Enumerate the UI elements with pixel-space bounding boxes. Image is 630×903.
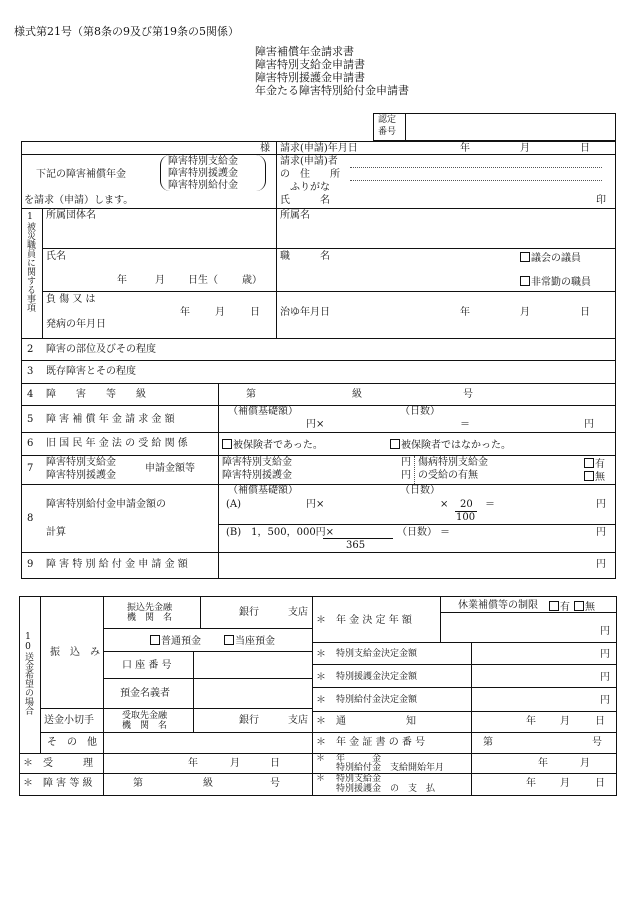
birth-day: 日生（ bbox=[188, 275, 218, 286]
r7-v1: 障害特別支給金 bbox=[222, 457, 292, 468]
birth-age: 歳） bbox=[242, 275, 262, 286]
r7-right-1: 傷病特別支給金 bbox=[418, 457, 488, 468]
star-cert: ＊ bbox=[316, 737, 326, 748]
request-date-label: 請求(申請)年月日 bbox=[280, 143, 358, 154]
org-label: 所属団体名 bbox=[46, 210, 96, 221]
title-3: 障害特別援護金申請書 bbox=[255, 71, 365, 84]
leave-no[interactable]: 無 bbox=[574, 601, 595, 613]
r8-label-2: 計算 bbox=[46, 527, 66, 538]
r8-eq: ＝ bbox=[485, 499, 495, 510]
uk-year: 年 bbox=[188, 758, 198, 769]
cure-year: 年 bbox=[460, 307, 470, 318]
special-1-yen: 円 bbox=[600, 649, 610, 660]
r5-days: （日数） bbox=[400, 406, 440, 417]
seal-mark: 印 bbox=[596, 195, 606, 206]
r8-label-1: 障害特別給付金申請金額の bbox=[46, 499, 166, 510]
r8-n365: 365 bbox=[346, 540, 366, 551]
r2-label: 障害の部位及びその程度 bbox=[46, 344, 156, 355]
no-label: の bbox=[280, 169, 290, 180]
r4-kyu: 級 bbox=[352, 389, 362, 400]
start-year: 年 bbox=[538, 758, 548, 769]
sama-label: 様 bbox=[260, 143, 270, 154]
req-day: 日 bbox=[580, 143, 590, 154]
r6-opt2[interactable]: 被保険者ではなかった。 bbox=[390, 439, 511, 451]
account-no-label: 口 座 番 号 bbox=[122, 660, 172, 671]
requester-name-input[interactable] bbox=[352, 193, 582, 205]
special-2-yen: 円 bbox=[600, 672, 610, 683]
form-number: 様式第21号（第8条の9及び第19条の5関係） bbox=[14, 25, 239, 38]
r7-num: 7 bbox=[27, 463, 34, 474]
pay-month: 月 bbox=[560, 778, 570, 789]
leave-yes[interactable]: 有 bbox=[549, 601, 570, 613]
r8-num: 8 bbox=[27, 513, 34, 524]
r8-base: （補償基礎額） bbox=[228, 485, 298, 496]
r8-yen-x: 円× bbox=[306, 499, 325, 510]
r5-label: 障 害 補 償 年 金 請 求 金 額 bbox=[46, 414, 175, 425]
pay-label-2: 特別援護金 の 支 払 bbox=[336, 784, 436, 794]
victim-name-label: 氏名 bbox=[46, 251, 66, 262]
special-3-yen: 円 bbox=[600, 695, 610, 706]
check-parttime[interactable]: 非常勤の職員 bbox=[520, 276, 591, 288]
option-1: 障害特別支給金 bbox=[168, 156, 238, 167]
recv-bank-1: 受取先金融 bbox=[122, 711, 168, 721]
star-pay: ＊ bbox=[316, 774, 326, 784]
start-label-1: 年 金 bbox=[336, 754, 382, 764]
r5-base: （補償基礎額） bbox=[228, 406, 298, 417]
requester-label: 請求(申請)者 bbox=[280, 156, 338, 167]
annual-label: 年 金 決 定 年 額 bbox=[336, 615, 412, 626]
r3-label: 既存障害とその程度 bbox=[46, 366, 136, 377]
address-label: 住 所 bbox=[300, 169, 340, 180]
r6-num: 6 bbox=[27, 438, 34, 449]
title-4: 年金たる障害特別給付金申請書 bbox=[255, 84, 409, 97]
annual-yen: 円 bbox=[600, 626, 610, 637]
victim-side-label: 1被災職員に関する事項 bbox=[25, 212, 35, 312]
notify-month: 月 bbox=[560, 716, 570, 727]
other-label: そ の 他 bbox=[47, 737, 97, 748]
bank-label-2: 機 関 名 bbox=[127, 613, 173, 623]
account-name-label: 預金名義者 bbox=[120, 688, 170, 699]
r8-b: (B) 1，500，000円× bbox=[226, 527, 335, 538]
cert-go: 号 bbox=[592, 737, 602, 748]
check-council[interactable]: 議会の議員 bbox=[520, 252, 581, 264]
uk-day: 日 bbox=[270, 758, 280, 769]
transfer-side-label: 10送金希望の場合 bbox=[23, 632, 33, 715]
title-2: 障害特別支給金申請書 bbox=[255, 58, 365, 71]
r8-days-b: （日数） bbox=[397, 527, 437, 538]
bank-suffix: 銀行 bbox=[239, 607, 259, 618]
job-label: 職 名 bbox=[280, 251, 330, 262]
uk-month: 月 bbox=[230, 758, 240, 769]
r5-num: 5 bbox=[27, 414, 34, 425]
grade-label: 障 害 等 級 bbox=[43, 778, 93, 789]
grade-go: 号 bbox=[270, 778, 280, 789]
notify-year: 年 bbox=[526, 716, 536, 727]
leave-limit-label: 休業補償等の制限 bbox=[458, 600, 538, 611]
cure-month: 月 bbox=[520, 307, 530, 318]
r4-num: 4 bbox=[27, 389, 34, 400]
r5-eq: ＝ bbox=[460, 419, 470, 430]
r3-num: 3 bbox=[27, 366, 34, 377]
inj-month: 月 bbox=[215, 307, 225, 318]
nintei-label-1: 認定 bbox=[378, 115, 397, 125]
nintei-input[interactable] bbox=[408, 115, 612, 138]
inj-year: 年 bbox=[180, 307, 190, 318]
r6-opt1[interactable]: 被保険者であった。 bbox=[222, 439, 323, 451]
r4-label: 障 害 等 級 bbox=[46, 389, 146, 400]
injury-label-2: 発病の年月日 bbox=[46, 319, 106, 330]
cert-label: 年 金 証 書 の 番 号 bbox=[336, 737, 426, 748]
option-2: 障害特別援護金 bbox=[168, 168, 238, 179]
r8-yen-a: 円 bbox=[596, 499, 606, 510]
req-month: 月 bbox=[520, 143, 530, 154]
cure-label: 治ゆ年月日 bbox=[280, 307, 330, 318]
start-month: 月 bbox=[580, 758, 590, 769]
uketori-star: ＊ bbox=[23, 758, 33, 769]
grade-dai: 第 bbox=[133, 778, 143, 789]
birth-month: 月 bbox=[155, 275, 165, 286]
r7-yen1: 円 bbox=[401, 457, 411, 468]
start-label-2: 特別給付金 支給開始年月 bbox=[336, 763, 445, 773]
special-3-label: 特別給付金決定金額 bbox=[336, 695, 418, 705]
pay-day: 日 bbox=[595, 778, 605, 789]
name-label: 氏 名 bbox=[280, 195, 330, 206]
r7-no[interactable]: 無 bbox=[584, 471, 605, 483]
star-notify: ＊ bbox=[316, 716, 326, 727]
r8-n20: 20 bbox=[460, 499, 473, 510]
uketori-label: 受 理 bbox=[43, 758, 93, 769]
deposit-ordinary[interactable]: 普通預金 bbox=[150, 635, 201, 647]
dept-label: 所属名 bbox=[280, 210, 310, 221]
r7-yes[interactable]: 有 bbox=[584, 458, 605, 470]
r7-yen2: 円 bbox=[401, 470, 411, 481]
cert-dai: 第 bbox=[483, 737, 493, 748]
star-start: ＊ bbox=[316, 754, 326, 764]
injury-label-1: 負 傷 又 は bbox=[46, 294, 96, 305]
intro-text: 下記の障害補償年金 bbox=[36, 169, 126, 180]
cure-day: 日 bbox=[580, 307, 590, 318]
bank-label-1: 振込先金融 bbox=[127, 603, 173, 613]
branch-suffix: 支店 bbox=[288, 607, 308, 618]
r7-label-1: 障害特別支給金 bbox=[46, 457, 116, 468]
r9-num: 9 bbox=[27, 559, 34, 570]
pay-year: 年 bbox=[526, 778, 536, 789]
r5-yen: 円 bbox=[584, 419, 594, 430]
r9-yen: 円 bbox=[596, 559, 606, 570]
r7-right-2: の受給の有無 bbox=[418, 470, 478, 481]
recv-bank-2: 機 関 名 bbox=[122, 721, 168, 731]
r8-n100: 100 bbox=[456, 512, 476, 523]
furigana-label: ふりがな bbox=[290, 182, 330, 193]
star-s1: ＊ bbox=[316, 649, 326, 660]
notify-label: 通 知 bbox=[336, 716, 416, 727]
inj-day: 日 bbox=[250, 307, 260, 318]
furikomi-label: 振 込 み bbox=[50, 647, 100, 658]
r8-x: × bbox=[440, 499, 449, 510]
req-year: 年 bbox=[460, 143, 470, 154]
r4-go: 号 bbox=[463, 389, 473, 400]
birth-year: 年 bbox=[117, 275, 127, 286]
title-1: 障害補償年金請求書 bbox=[255, 45, 354, 58]
r7-suffix: 申請金額等 bbox=[145, 463, 195, 474]
r7-label-2: 障害特別援護金 bbox=[46, 470, 116, 481]
address-input[interactable] bbox=[352, 168, 602, 180]
r6-label: 旧 国 民 年 金 法 の 受 給 関 係 bbox=[46, 438, 188, 449]
special-1-label: 特別支給金決定金額 bbox=[336, 649, 418, 659]
notify-day: 日 bbox=[595, 716, 605, 727]
deposit-current[interactable]: 当座預金 bbox=[224, 635, 275, 647]
star-annual: ＊ bbox=[316, 615, 326, 626]
pay-label-1: 特別支給金 bbox=[336, 774, 382, 784]
r8-eq-b: ＝ bbox=[440, 527, 450, 538]
recv-branch-suffix: 支店 bbox=[288, 715, 308, 726]
recv-bank-suffix: 銀行 bbox=[239, 715, 259, 726]
r5-yen-x: 円× bbox=[306, 419, 325, 430]
grade-star: ＊ bbox=[23, 778, 33, 789]
r8-yen-b: 円 bbox=[596, 527, 606, 538]
r8-a: (A) bbox=[226, 499, 242, 510]
star-s3: ＊ bbox=[316, 695, 326, 706]
r8-days: （日数） bbox=[400, 485, 440, 496]
r7-v2: 障害特別援護金 bbox=[222, 470, 292, 481]
check-label: 送金小切手 bbox=[44, 715, 94, 726]
r9-label: 障 害 特 別 給 付 金 申 請 金 額 bbox=[46, 559, 188, 570]
option-3: 障害特別給付金 bbox=[168, 180, 238, 191]
request-text: を請求（申請）します。 bbox=[24, 195, 134, 206]
nintei-label-2: 番号 bbox=[378, 127, 397, 137]
r4-dai: 第 bbox=[246, 389, 256, 400]
special-2-label: 特別援護金決定金額 bbox=[336, 672, 418, 682]
grade-kyu: 級 bbox=[203, 778, 213, 789]
r2-num: 2 bbox=[27, 344, 34, 355]
star-s2: ＊ bbox=[316, 672, 326, 683]
